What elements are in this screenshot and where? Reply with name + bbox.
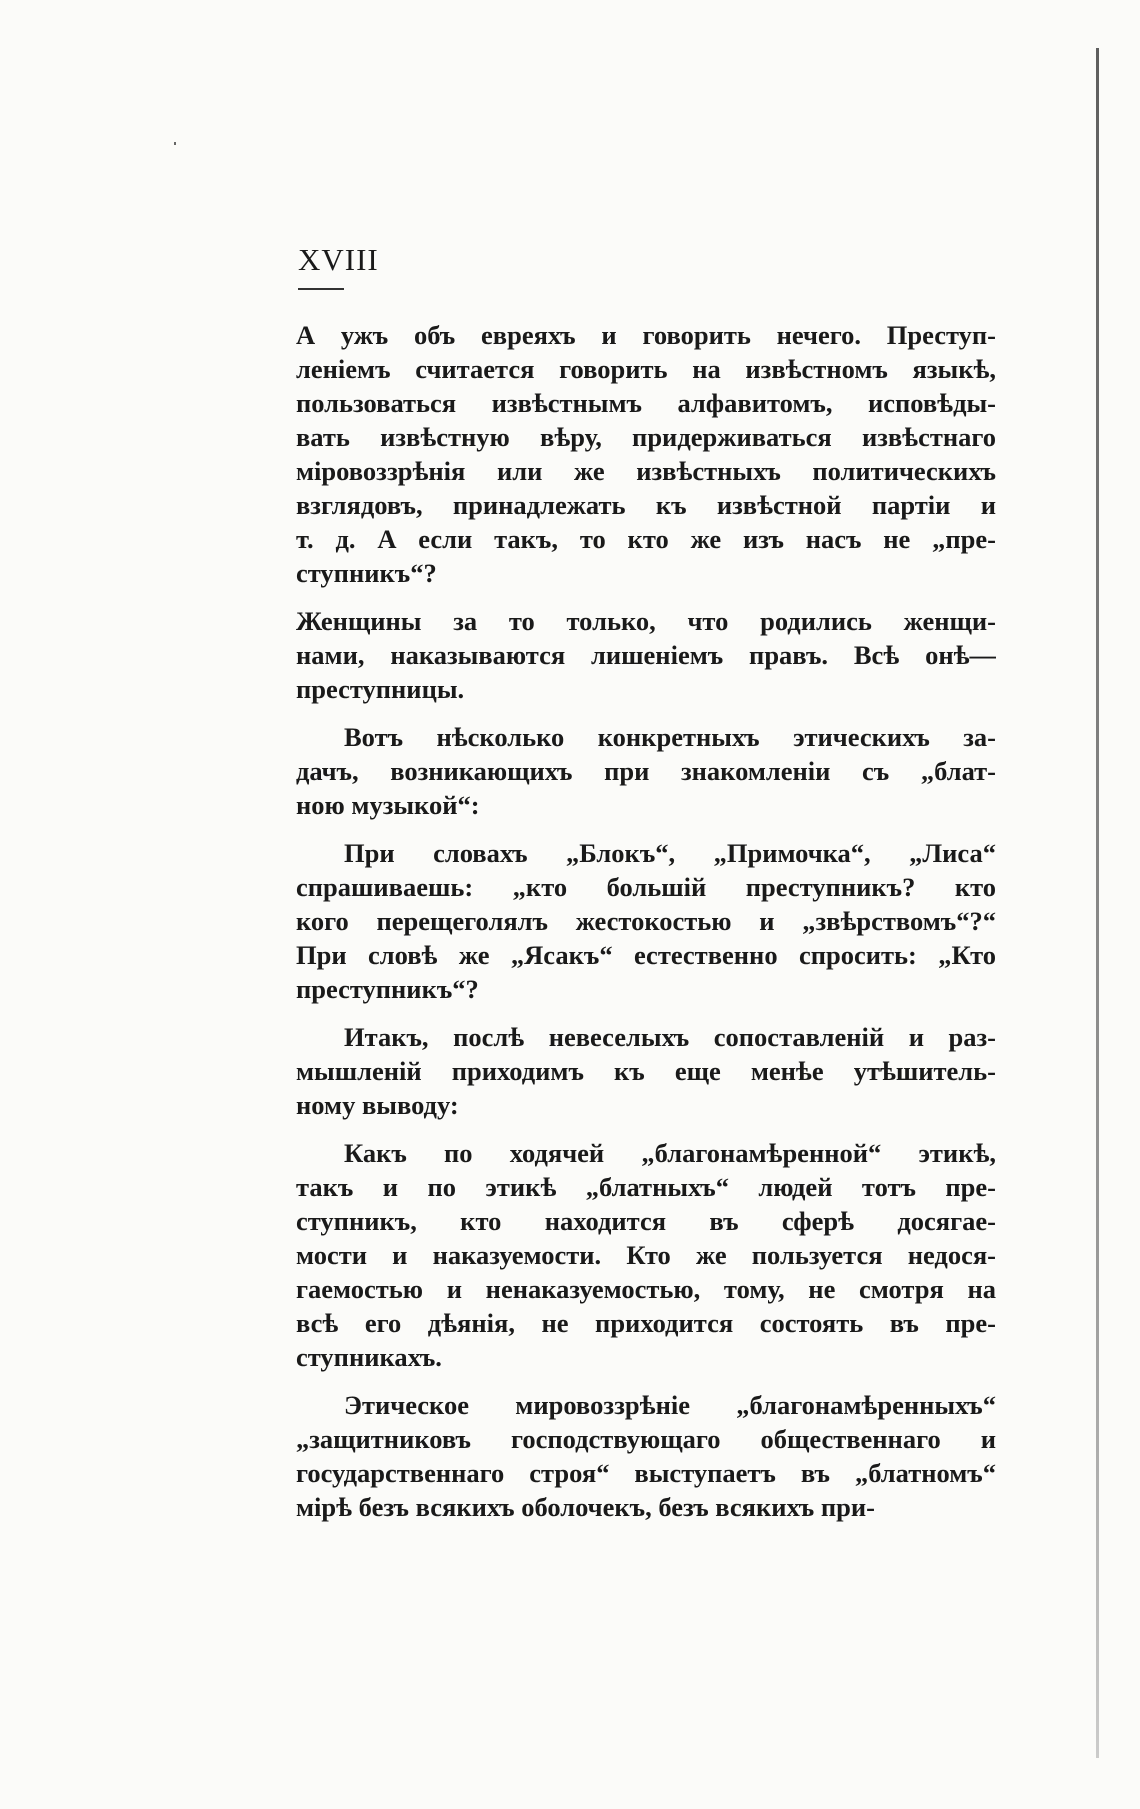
text-line: дачъ, возникающихъ при знакомленiи съ „блат- (296, 756, 996, 786)
text-line: ступникахъ. (296, 1342, 442, 1372)
text-line: А ужъ объ евреяхъ и говорить нечего. Преступ- (296, 320, 996, 350)
text-line: преступницы. (296, 674, 465, 704)
text-line: ному выводу: (296, 1090, 459, 1120)
paragraph (296, 318, 996, 590)
text-line: мiровоззрѣнiя или же извѣстныхъ политическихъ (296, 456, 996, 486)
text-line: ною музыкой“: (296, 790, 480, 820)
text-line: государственнаго строя“ выступаетъ въ „блатномъ“ (296, 1458, 996, 1488)
paragraph (296, 604, 996, 706)
text-line: Женщины за то только, что родились женщи- (296, 606, 996, 636)
text-line: мышленiй приходимъ къ еще менѣе утѣшитель- (296, 1056, 996, 1086)
page-number: XVIII (298, 242, 379, 277)
text-line: мiрѣ безъ всякихъ оболочекъ, безъ всякихъ при- (296, 1492, 875, 1522)
text-line: спрашиваешь: „кто большiй преступникъ? кто (296, 872, 996, 902)
text-line: нами, наказываются лишенiемъ правъ. Всѣ онѣ— (296, 640, 996, 670)
paragraph (296, 1020, 996, 1122)
paragraph (296, 720, 996, 822)
text-line: всѣ его дѣянiя, не приходится состоять въ пре- (296, 1308, 996, 1338)
text-line: Какъ по ходячей „благонамѣренной“ этикѣ, (344, 1138, 996, 1168)
text-line: пользоваться извѣстнымъ алфавитомъ, исповѣды- (296, 388, 996, 418)
text-line: „защитниковъ господствующаго общественнаго и (296, 1424, 996, 1454)
page-edge-line (1096, 48, 1099, 1758)
paragraph (296, 1388, 996, 1524)
text-line: Вотъ нѣсколько конкретныхъ этическихъ за- (344, 722, 996, 752)
paragraph (296, 1136, 996, 1374)
text-line: При словахъ „Блокъ“, „Примочка“, „Лиса“ (344, 838, 996, 868)
text-line: гаемостью и ненаказуемостью, тому, не смотря на (296, 1274, 996, 1304)
text-line: взглядовъ, принадлежать къ извѣстной партiи и (296, 490, 996, 520)
text-line: мости и наказуемости. Кто же пользуется недося- (296, 1240, 996, 1270)
text-line: ступникъ“? (296, 558, 437, 588)
text-line: Итакъ, послѣ невеселыхъ сопоставленiй и раз- (344, 1022, 996, 1052)
text-line: кого перещеголялъ жестокостью и „звѣрствомъ“?“ (296, 906, 996, 936)
body-text (296, 318, 996, 1538)
page-number-underline (298, 288, 344, 290)
text-line: ленiемъ считается говорить на извѣстномъ языкѣ, (296, 354, 996, 384)
text-line: Этическое мировоззрѣнiе „благонамѣренныхъ“ (344, 1390, 996, 1420)
ink-speck (174, 142, 176, 145)
paragraph (296, 836, 996, 1006)
text-line: преступникъ“? (296, 974, 479, 1004)
text-line: вать извѣстную вѣру, придерживаться извѣстнаго (296, 422, 996, 452)
text-line: такъ и по этикѣ „блатныхъ“ людей тотъ пре- (296, 1172, 996, 1202)
text-line: ступникъ, кто находится въ сферѣ досягае- (296, 1206, 996, 1236)
text-line: При словѣ же „Ясакъ“ естественно спросить: „Кто (296, 940, 996, 970)
text-line: т. д. А если такъ, то кто же изъ насъ не „пре- (296, 524, 996, 554)
